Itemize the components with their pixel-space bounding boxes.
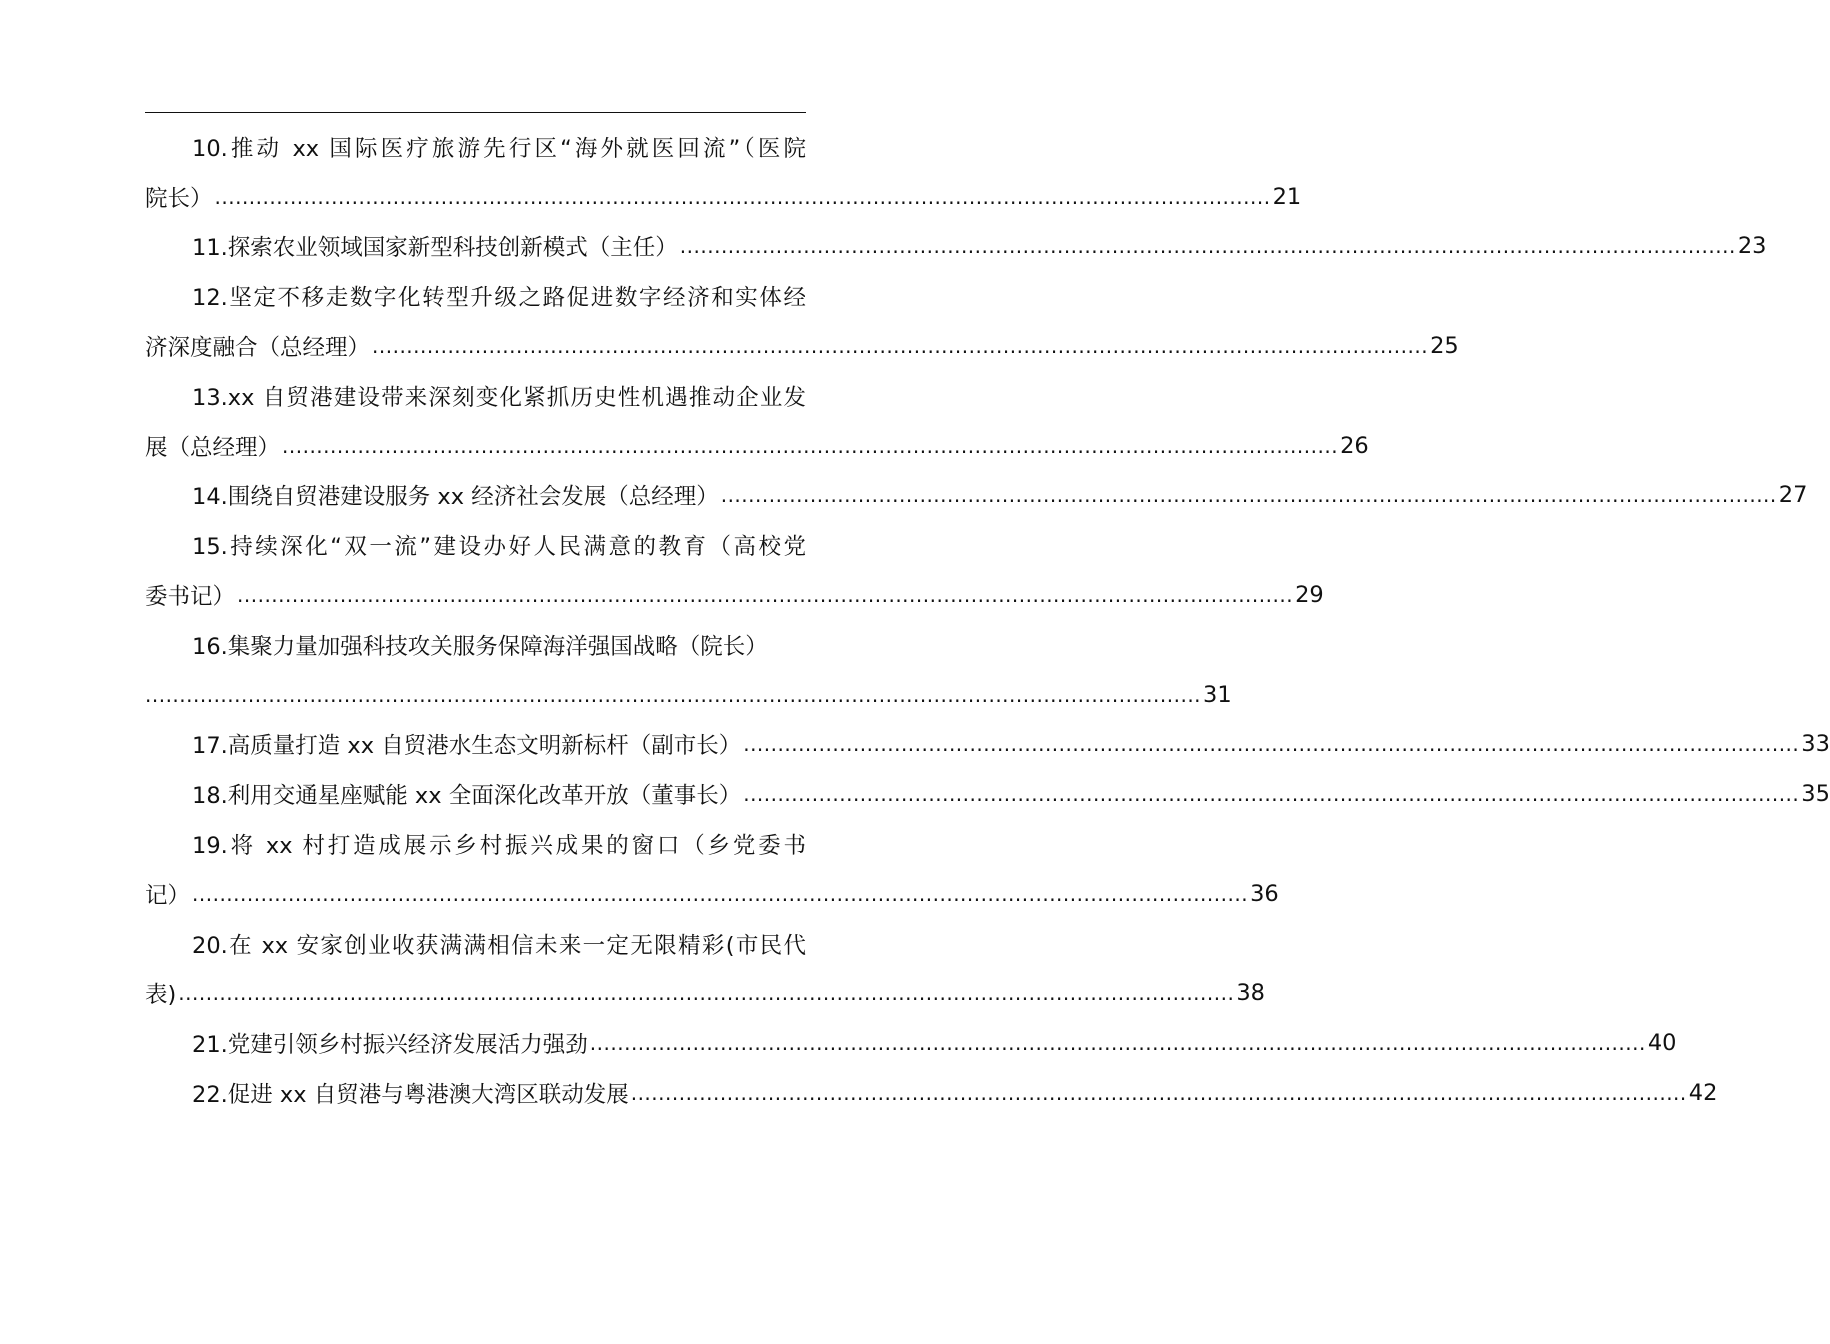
dot-leader: .......................................................................................................................................................... bbox=[679, 234, 1736, 259]
toc-page-number: 23 bbox=[1737, 233, 1767, 260]
dot-leader: .......................................................................................................................................................... bbox=[178, 981, 1235, 1006]
header-rule bbox=[145, 112, 806, 113]
dot-leader: .......................................................................................................................................................... bbox=[720, 483, 1777, 508]
toc-entry-title: 13.xx 自贸港建设带来深刻变化紧抓历史性机遇推动企业发 bbox=[192, 384, 806, 411]
toc-entry-title: 20.在 xx 安家创业收获满满相信未来一定无限精彩(市民代 bbox=[192, 932, 806, 959]
dot-leader: .......................................................................................................................................................... bbox=[630, 1081, 1687, 1106]
toc-entry-13-line-2[interactable] bbox=[145, 421, 1369, 471]
dot-leader: .......................................................................................................................................................... bbox=[589, 1031, 1646, 1056]
toc-entry-title: 院长） bbox=[145, 185, 213, 212]
dot-leader: .......................................................................................................................................................... bbox=[214, 184, 1271, 209]
toc-entry-title: 表) bbox=[145, 982, 177, 1009]
toc-entry-20-line-2[interactable] bbox=[145, 969, 1265, 1019]
toc-page-number: 26 bbox=[1340, 432, 1369, 459]
toc-entry-19-line-1 bbox=[145, 819, 806, 869]
toc-entry-13-line-1 bbox=[145, 371, 806, 421]
toc-entry-18[interactable] bbox=[145, 769, 1830, 819]
dot-leader: .......................................................................................................................................................... bbox=[145, 682, 1202, 707]
dot-leader: .......................................................................................................................................................... bbox=[743, 732, 1800, 757]
table-of-contents bbox=[145, 122, 1830, 1118]
toc-entry-title: 17.高质量打造 xx 自贸港水生态文明新标杆（副市长） bbox=[192, 733, 742, 760]
toc-page-number: 31 bbox=[1203, 681, 1232, 708]
toc-entry-20-line-1 bbox=[145, 919, 806, 969]
dot-leader: .......................................................................................................................................................... bbox=[192, 881, 1249, 906]
toc-page-number: 38 bbox=[1236, 980, 1265, 1007]
toc-entry-title: 10.推动 xx 国际医疗旅游先行区“海外就医回流”（医院 bbox=[192, 135, 806, 162]
dot-leader: .......................................................................................................................................................... bbox=[282, 433, 1339, 458]
toc-entry-12-line-1 bbox=[145, 271, 806, 321]
toc-entry-16-line-2[interactable] bbox=[145, 670, 1232, 720]
toc-entry-title: 15.持续深化“双一流”建设办好人民满意的教育（高校党 bbox=[192, 534, 806, 561]
toc-page-number: 40 bbox=[1647, 1030, 1677, 1057]
toc-entry-15-line-2[interactable] bbox=[145, 570, 1324, 620]
toc-entry-10-line-1 bbox=[145, 122, 806, 172]
toc-entry-22[interactable] bbox=[145, 1068, 1718, 1118]
toc-entry-title: 19.将 xx 村打造成展示乡村振兴成果的窗口（乡党委书 bbox=[192, 833, 806, 860]
toc-entry-title: 14.围绕自贸港建设服务 xx 经济社会发展（总经理） bbox=[192, 484, 719, 511]
toc-entry-title: 济深度融合（总经理） bbox=[145, 335, 371, 362]
toc-page-number: 35 bbox=[1801, 781, 1830, 808]
toc-entry-21[interactable] bbox=[145, 1018, 1677, 1068]
toc-entry-10-line-2[interactable] bbox=[145, 172, 1302, 222]
toc-entry-17[interactable] bbox=[145, 720, 1830, 770]
toc-entry-title: 12.坚定不移走数字化转型升级之路促进数字经济和实体经 bbox=[192, 285, 806, 312]
toc-entry-title: 22.促进 xx 自贸港与粤港澳大湾区联动发展 bbox=[192, 1082, 629, 1109]
dot-leader: .......................................................................................................................................................... bbox=[743, 782, 1800, 807]
toc-entry-title: 11.探索农业领域国家新型科技创新模式（主任） bbox=[192, 235, 678, 262]
toc-entry-19-line-2[interactable] bbox=[145, 869, 1279, 919]
toc-page-number: 21 bbox=[1272, 183, 1302, 210]
toc-entry-title: 委书记） bbox=[145, 584, 236, 611]
toc-page-number: 29 bbox=[1295, 582, 1324, 609]
toc-page-number: 25 bbox=[1430, 333, 1459, 360]
toc-entry-title: 21.党建引领乡村振兴经济发展活力强劲 bbox=[192, 1032, 588, 1059]
toc-page-number: 33 bbox=[1801, 731, 1830, 758]
dot-leader: .......................................................................................................................................................... bbox=[237, 583, 1294, 608]
toc-entry-16-line-1 bbox=[145, 620, 806, 670]
toc-entry-title: 16.集聚力量加强科技攻关服务保障海洋强国战略（院长） bbox=[192, 633, 768, 660]
toc-entry-14[interactable] bbox=[145, 471, 1808, 521]
toc-page-number: 42 bbox=[1688, 1080, 1718, 1107]
toc-entry-11[interactable] bbox=[145, 222, 1767, 272]
toc-entry-title: 记） bbox=[145, 882, 191, 909]
toc-entry-15-line-1 bbox=[145, 520, 806, 570]
toc-entry-12-line-2[interactable] bbox=[145, 321, 1459, 371]
toc-entry-title: 展（总经理） bbox=[145, 434, 281, 461]
toc-entry-title: 18.利用交通星座赋能 xx 全面深化改革开放（董事长） bbox=[192, 783, 742, 810]
toc-page-number: 27 bbox=[1778, 482, 1808, 509]
toc-page-number: 36 bbox=[1250, 880, 1279, 907]
dot-leader: .......................................................................................................................................................... bbox=[372, 334, 1429, 359]
